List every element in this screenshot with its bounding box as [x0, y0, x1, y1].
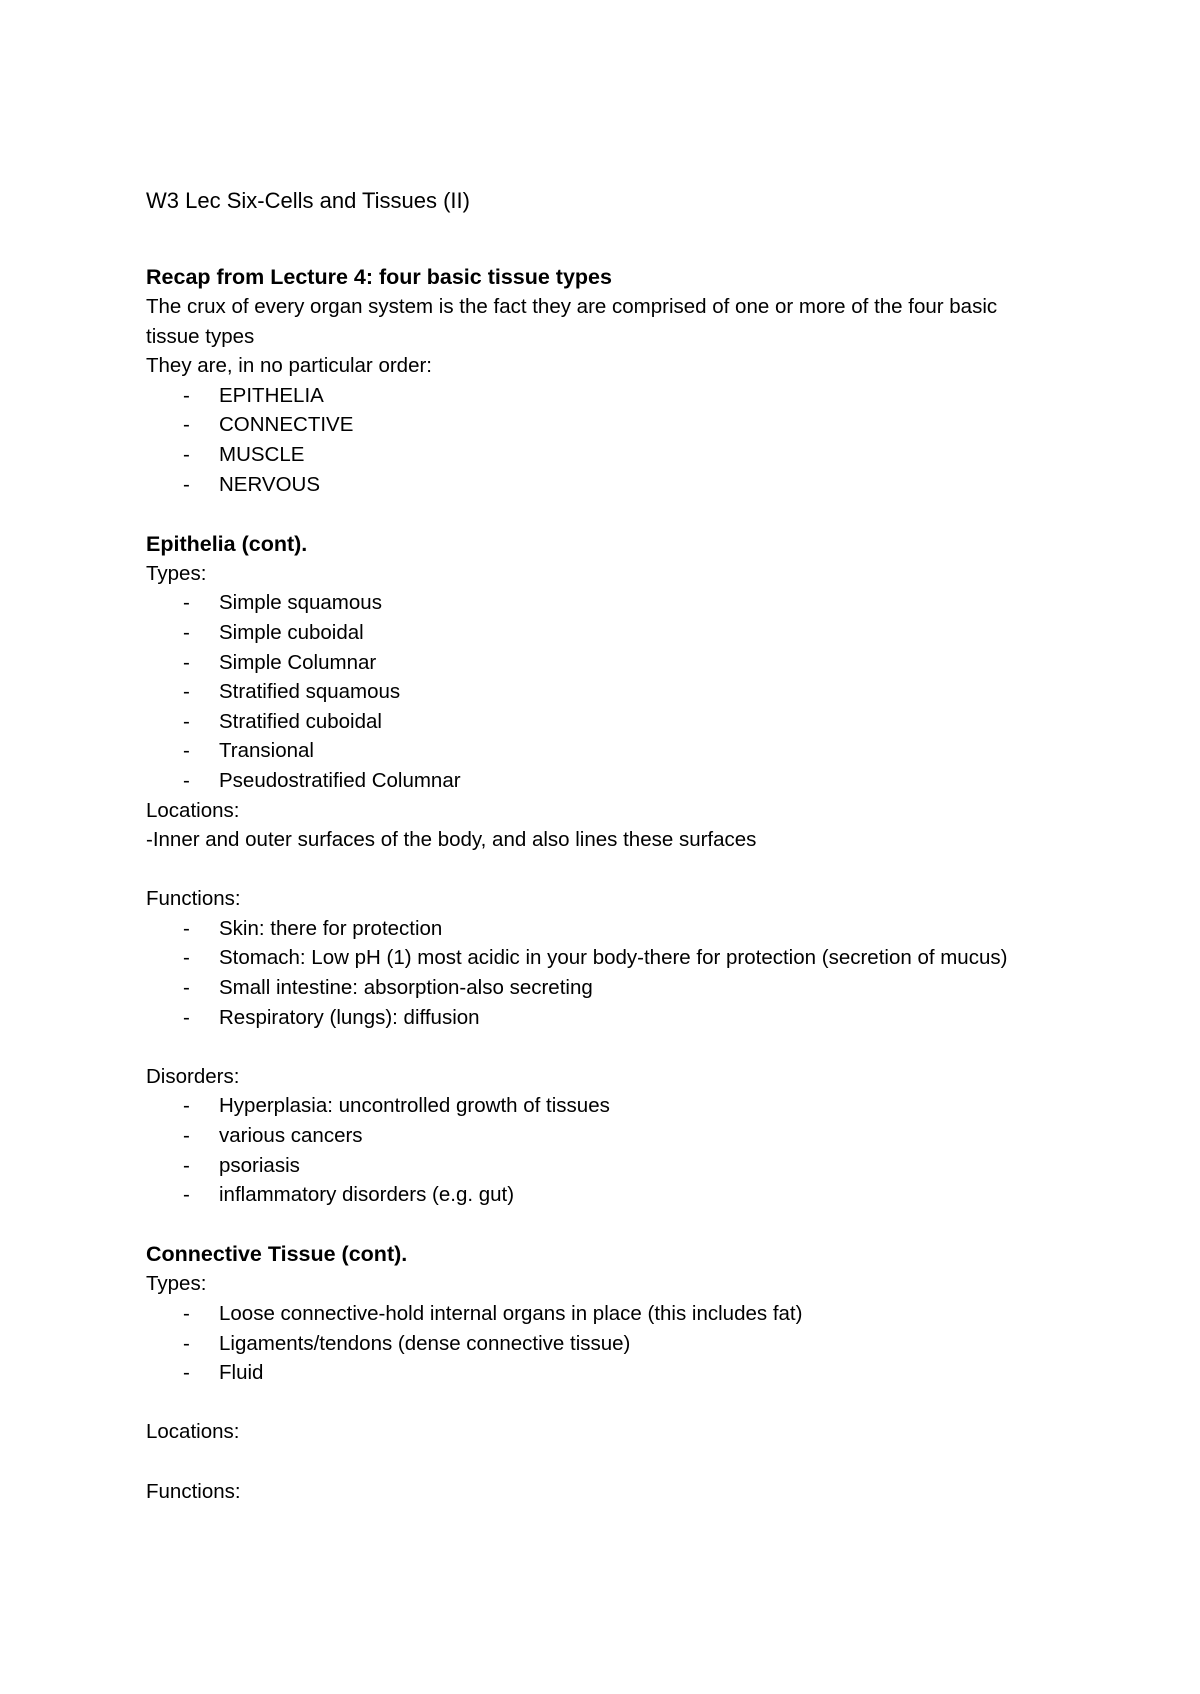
recap-paragraph: The crux of every organ system is the fact they are comprised of one or more of the four basic tissue types — [146, 295, 998, 348]
list-item: - Simple cuboidal — [183, 620, 364, 644]
connective-types-label: Types: — [146, 1272, 207, 1296]
list-item: - Hyperplasia: uncontrolled growth of tissues — [183, 1094, 610, 1118]
epithelia-disorders-list — [146, 1091, 1060, 1209]
list-item: - Stratified cuboidal — [183, 709, 382, 733]
list-item: - NERVOUS — [183, 472, 321, 496]
epithelia-disorders-label: Disorders: — [146, 1064, 240, 1088]
epithelia-locations-text: -Inner and outer surfaces of the body, and also lines these surfaces — [146, 828, 757, 852]
list-item: - Fluid — [183, 1361, 264, 1385]
list-item: - various cancers — [183, 1124, 363, 1148]
connective-locations-label: Locations: — [146, 1420, 240, 1444]
list-item: - Pseudostratified Columnar — [183, 768, 461, 792]
list-item: - Simple squamous — [183, 591, 382, 615]
list-item: - MUSCLE — [183, 442, 305, 466]
epithelia-heading: Epithelia (cont). — [146, 531, 308, 556]
epithelia-types-list — [146, 588, 1060, 795]
list-item: - Stratified squamous — [183, 680, 401, 704]
tissue-type-list — [146, 381, 1060, 499]
epithelia-section — [146, 529, 1060, 1210]
document-title: W3 Lec Six-Cells and Tissues (II) — [146, 188, 470, 213]
list-item: - Transional — [183, 739, 314, 763]
list-item: - psoriasis — [183, 1153, 300, 1177]
list-item: - Small intestine: absorption-also secreting — [183, 976, 593, 1000]
list-item: - Skin: there for protection — [183, 916, 443, 940]
epithelia-types-label: Types: — [146, 561, 207, 585]
connective-section — [146, 1239, 1060, 1506]
recap-heading: Recap from Lecture 4: four basic tissue types — [146, 265, 612, 289]
list-item: - inflammatory disorders (e.g. gut) — [183, 1183, 515, 1207]
connective-functions-label: Functions: — [146, 1479, 241, 1503]
list-item: - Ligaments/tendons (dense connective tissue) — [183, 1331, 631, 1355]
recap-section — [146, 262, 1060, 499]
connective-heading: Connective Tissue (cont). — [146, 1242, 408, 1267]
list-item: - CONNECTIVE — [183, 413, 354, 437]
recap-intro: They are, in no particular order: — [146, 354, 432, 378]
list-item: - Stomach: Low pH (1) most acidic in your body-there for protection (secretion of mucus) — [183, 946, 1008, 970]
list-item: - Simple Columnar — [183, 650, 377, 674]
list-item: - EPITHELIA — [183, 383, 324, 407]
epithelia-functions-list — [146, 914, 1060, 1032]
list-item: - Respiratory (lungs): diffusion — [183, 1005, 480, 1029]
list-item: - Loose connective-hold internal organs in place (this includes fat) — [183, 1302, 803, 1325]
connective-types-list — [146, 1299, 1060, 1388]
epithelia-functions-label: Functions: — [146, 887, 241, 911]
epithelia-locations-label: Locations: — [146, 798, 240, 822]
